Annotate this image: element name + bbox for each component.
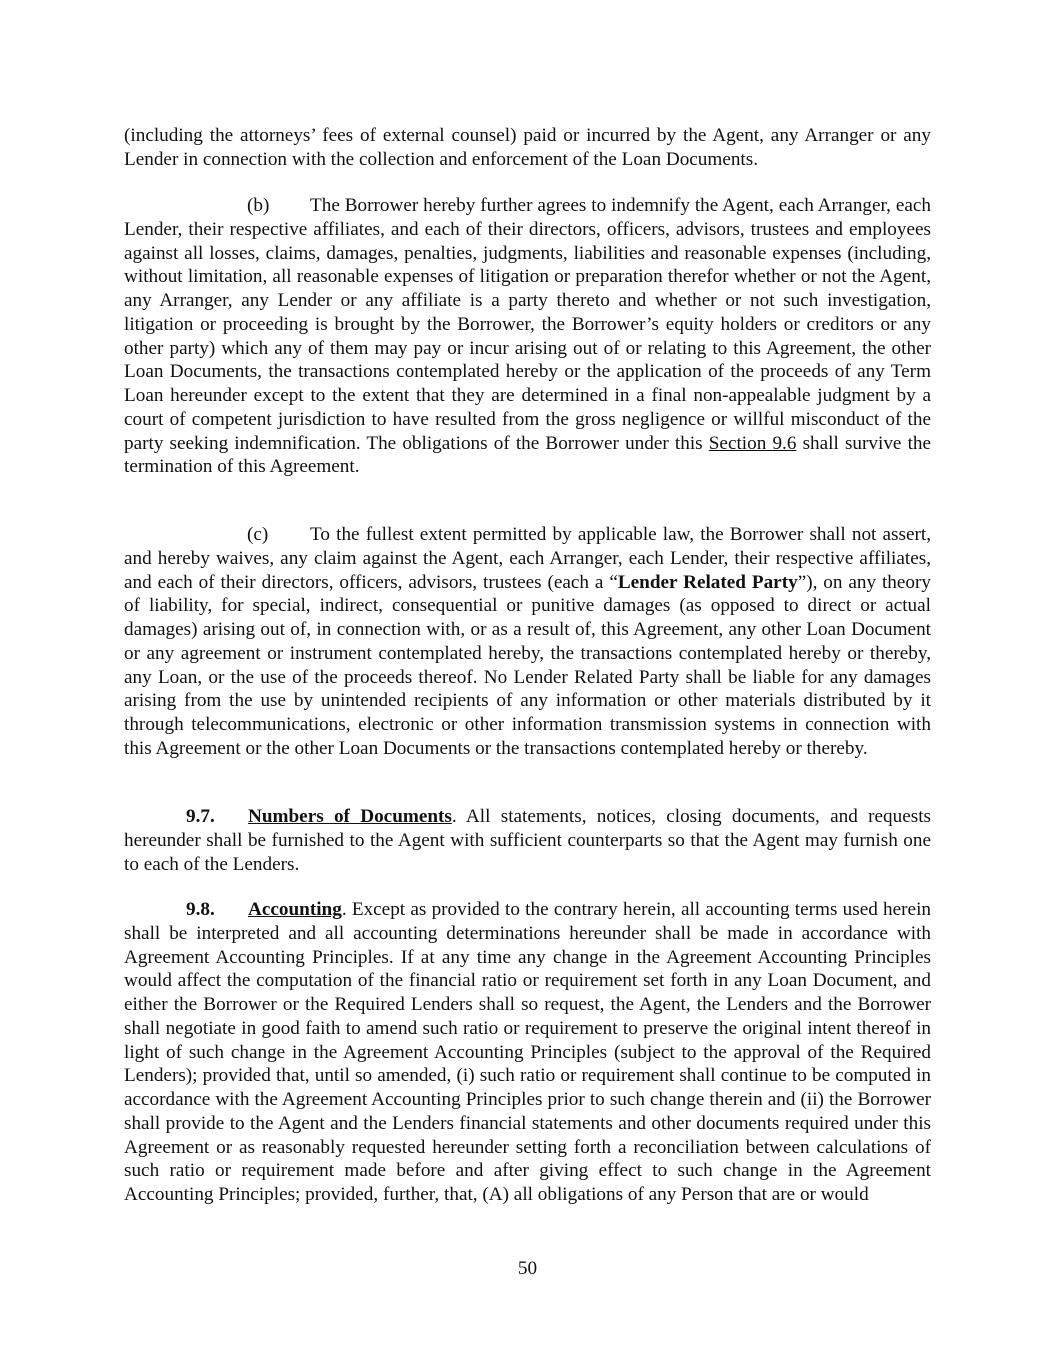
section-9-8-number: 9.8. xyxy=(186,899,215,920)
section-9-8-title: Accounting xyxy=(248,899,342,920)
section-9-6-reference: Section 9.6 xyxy=(708,432,797,454)
section-9-8 xyxy=(124,898,931,1207)
paragraph-b-marker: (b) xyxy=(247,195,270,216)
paragraph-b-text-1: The Borrower hereby further agrees to indemnify the Agent, each Arranger, each Lender, their respective affiliates, and each of their directors, officers, advisors, trustees and employees against all losses, claims, damages, penalties, judgments, liabilities and reasonable expenses (including, without limitation, all reasonable expenses of litigation or preparation therefor whether or not the Agent, any Arranger, any Lender or any affiliate is a party thereto and whether or not such investigation, litigation or proceeding is brought by the Borrower, the Borrower’s equity holders or creditors or any other party) which any of them may pay or incur arising out of or relating to this Agreement, the other Loan Documents, the transactions contemplated hereby or the application of the proceeds of any Term Loan hereunder except to the extent that they are determined in a final non-appealable judgment by a court of competent jurisdiction to have resulted from the gross negligence or willful misconduct of the party seeking indemnification. The obligations of the Borrower under this xyxy=(124,195,931,454)
paragraph-b xyxy=(124,194,931,479)
continuation-text: (including the attorneys’ fees of external counsel) paid or incurred by the Agent, any Arranger or any Lender in connection with the collection and enforcement of the Loan Documents. xyxy=(124,125,931,170)
paragraph-c-text-1: To the fullest extent permitted by applicable law, the Borrower shall not assert, and hereby waives, any claim against the Agent, each Arranger, each Lender, their respective affiliates, and each of their directors, officers, advisors, trustees (each a “ xyxy=(124,524,931,593)
paragraph-b-text-2: shall survive the termination of this Agreement. xyxy=(124,432,932,478)
section-9-7-text: . All statements, notices, closing documents, and requests hereunder shall be furnished to the Agent with sufficient counterparts so that the Agent may furnish one to each of the Lenders. xyxy=(124,806,931,875)
section-9-8-text: . Except as provided to the contrary herein, all accounting terms used herein shall be interpreted and all accounting determinations hereunder shall be made in accordance with Agreement Accounting Principles. If at any time any change in the Agreement Accounting Principles would affect the computation of the financial ratio or requirement set forth in any Loan Document, and either the Borrower or the Required Lenders shall so request, the Agent, the Lenders and the Borrower shall negotiate in good faith to amend such ratio or requirement to preserve the original intent thereof in light of such change in the Agreement Accounting Principles (subject to the approval of the Required Lenders); provided that, until so amended, (i) such ratio or requirement shall continue to be computed in accordance with the Agreement Accounting Principles prior to such change therein and (ii) the Borrower shall provide to the Agent and the Lenders financial statements and other documents required under this Agreement or as reasonably requested hereunder setting forth a reconciliation between calculations of such ratio or requirement made before and after giving effect to such change in the Agreement Accounting Principles; provided, further, that, (A) all obligations of any Person that are or would xyxy=(124,899,931,1205)
paragraph-c xyxy=(124,523,931,761)
section-9-7-title: Numbers of Documents xyxy=(248,806,452,827)
paragraph-c-text-2: ”), on any theory of liability, for special, indirect, consequential or punitive damages (as opposed to direct or actual damages) arising out of, in connection with, or as a result of, this Agreement, any other Loan Document or any agreement or instrument contemplated hereby, the transactions contemplated hereby or thereby, any Loan, or the use of the proceeds thereof. No Lender Related Party shall be liable for any damages arising from the use by unintended recipients of any information or other materials distributed by it through telecommunications, electronic or other information transmission systems in connection with this Agreement or the other Loan Documents or the transactions contemplated hereby or thereby. xyxy=(124,571,931,759)
lender-related-party-term: Lender Related Party xyxy=(617,571,798,593)
continuation-paragraph xyxy=(124,124,931,172)
paragraph-c-marker: (c) xyxy=(247,524,269,545)
section-9-7-number: 9.7. xyxy=(186,806,215,827)
page-number: 50 xyxy=(517,1258,538,1279)
section-9-7 xyxy=(124,805,931,876)
